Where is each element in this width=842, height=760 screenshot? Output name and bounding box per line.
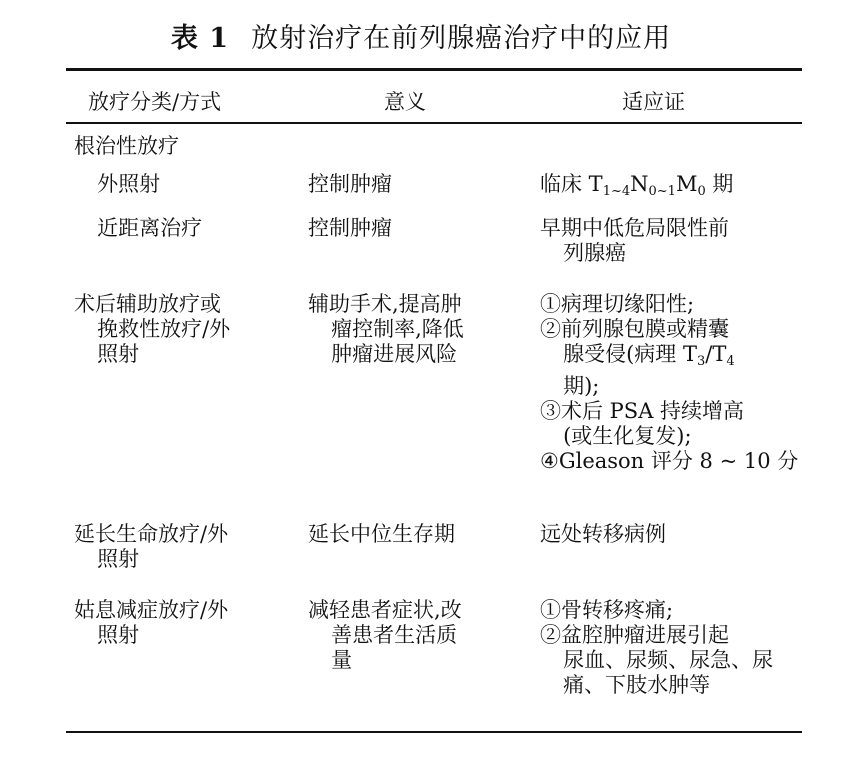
table-number: 表 1	[170, 23, 230, 54]
bottom-rule	[66, 731, 802, 733]
row-adjuvant-meaning: 辅助手术,提高肿 瘤控制率,降低 肿瘤进展风险	[308, 292, 464, 366]
row-prolong-meaning: 延长中位生存期	[308, 522, 455, 546]
row-palliative-indication: ①骨转移疼痛; ②盆腔肿瘤进展引起 尿血、尿频、尿急、尿 痛、下肢水肿等	[540, 598, 774, 697]
row-palliative-meaning: 减轻患者症状,改 善患者生活质 量	[308, 598, 462, 672]
header-indication: 适应证	[622, 90, 685, 114]
row-external-meaning: 控制肿瘤	[308, 172, 392, 196]
table-title	[0, 16, 842, 55]
row-brachy-indication: 早期中低危局限性前 列腺癌	[540, 216, 729, 265]
row-prolong-indication: 远处转移病例	[540, 522, 666, 546]
row-radical-category: 根治性放疗	[74, 134, 179, 158]
table-caption: 放射治疗在前列腺癌治疗中的应用	[251, 23, 672, 54]
top-rule	[66, 68, 802, 71]
row-external-indication: 临床 $T_{1\sim 4}N_{0\sim 1}M_0$ 期	[540, 172, 734, 199]
row-external-category: 外照射	[97, 172, 161, 196]
row-brachy-category: 近距离治疗	[97, 216, 203, 240]
header-category: 放疗分类/方式	[88, 90, 222, 114]
row-adjuvant-category: 术后辅助放疗或 挽救性放疗/外 照射	[74, 292, 231, 366]
row-prolong-category: 延长生命放疗/外 照射	[74, 522, 229, 571]
header-meaning: 意义	[384, 90, 426, 114]
header-rule	[66, 122, 802, 124]
row-palliative-category: 姑息减症放疗/外 照射	[74, 598, 229, 647]
row-adjuvant-indication: ①病理切缘阳性; ②前列腺包膜或精囊 腺受侵(病理 $T_3/T_4$ 期); ③术后 PSA 持续增高 (或生化复发); ④Gleason 评分 8 ~ 10 分	[540, 292, 799, 473]
row-brachy-meaning: 控制肿瘤	[308, 216, 392, 240]
